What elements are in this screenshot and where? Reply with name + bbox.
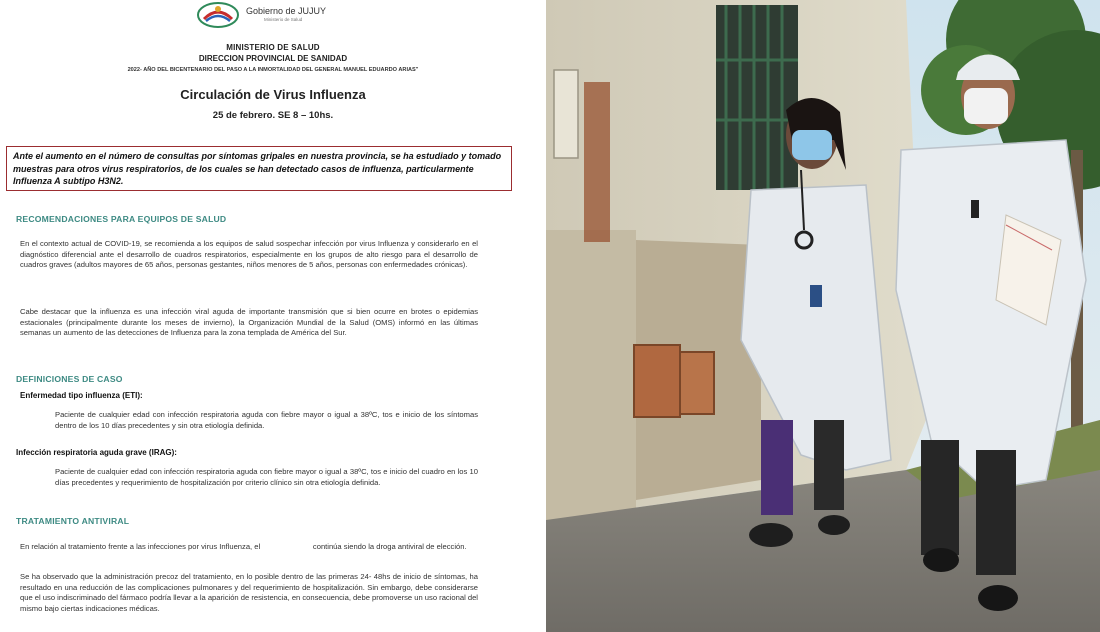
document-date: 25 de febrero. SE 8 – 10hs.	[212, 110, 334, 121]
government-logo	[196, 0, 326, 30]
paragraph-tratamiento-1: En relación al tratamiento frente a las infecciones por virus Influenza, el continúa siendo la droga antiviral de elección.	[20, 542, 467, 551]
irag-title: Infección respiratoria aguda grave (IRAG):	[16, 448, 177, 457]
health-bulletin-document	[0, 0, 546, 632]
eti-title: Enfermedad tipo influenza (ETI):	[20, 391, 143, 400]
direccion-heading: DIRECCION PROVINCIAL DE SANIDAD	[198, 54, 348, 63]
irag-definition: Paciente de cualquier edad con infección respiratoria aguda con fiebre mayor o igual a 38ºC, tos e inicio del cuadro en los 10 días precedentes y requerimiento de hospitalización por criterio clínico sin otra etiología definida.	[55, 467, 478, 487]
government-sub: Ministerio de Salud	[264, 17, 303, 23]
eti-definition: Paciente de cualquier edad con infección respiratoria aguda con fiebre mayor o igual a 38ºC, tos e inicio de los síntomas dentro de los 10 días precedentes y sin otra etiología definida.	[55, 410, 478, 430]
section-heading-tratamiento: TRATAMIENTO ANTIVIRAL	[16, 516, 130, 526]
government-name: Gobierno de JUJUY	[246, 6, 327, 17]
paragraph-tratamiento-2: Se ha observado que la administración precoz del tratamiento, en lo posible dentro de las primeras 24- 48hs de inicio de síntomas, ha resultado en una reducción de las complicaciones pulmonares y del requerimiento de hospitalización. Sin embargo, debe considerarse que el uso indiscriminado del fármaco podría llevar a la aparición de resistencia, en consecuencia, debe promoverse un uso racional del mismo bajo ciertas indicaciones médicas.	[20, 572, 478, 613]
section-heading-recomendaciones: RECOMENDACIONES PARA EQUIPOS DE SALUD	[16, 214, 227, 224]
ministry-heading: MINISTERIO DE SALUD	[226, 43, 320, 52]
section-heading-definiciones: DEFINICIONES DE CASO	[16, 374, 123, 384]
health-workers-photo	[546, 0, 1100, 632]
paragraph-recomendaciones-1: En el contexto actual de COVID-19, se recomienda a los equipos de salud sospechar infección por virus Influenza y considerarlo en el diagnóstico diferencial ante el desarrollo de cuadros respiratorios, especialmente en los grupos de alto riesgo para el desarrollo de cuadros graves (adultos mayores de 65 años, personas gestantes, niños menores de 5 años, personas con enfermedades crónicas).	[20, 239, 478, 270]
alert-box: Ante el aumento en el número de consultas por síntomas gripales en nuestra provincia, se ha estudiado y tomado muestras para otros virus respiratorios, de los cuales se han detectado casos de influenza, particularmente Influenza A subtipo H3N2.	[6, 146, 512, 191]
barred-window	[716, 5, 798, 190]
document-title: Circulación de Virus Influenza	[180, 87, 366, 102]
year-motto: 2022- AÑO DEL BICENTENARIO DEL PASO A LA INMORTALIDAD DEL GENERAL MANUEL EDUARDO ARIAS"	[127, 67, 419, 73]
electric-box	[634, 345, 680, 417]
face-mask-icon	[792, 130, 832, 160]
jujuy-emblem-icon	[196, 1, 240, 29]
paragraph-recomendaciones-2: Cabe destacar que la influenza es una infección viral aguda de importante transmisión que si bien ocurre en brotes o epidemias estacionales (principalmente durante los meses de invierno), la Organización Mundial de la Salud (OMS) informó en las últimas semanas un aumento de las detecciones de Influenza para la zona templada de América del Sur.	[20, 307, 478, 338]
face-mask-icon	[964, 88, 1008, 124]
